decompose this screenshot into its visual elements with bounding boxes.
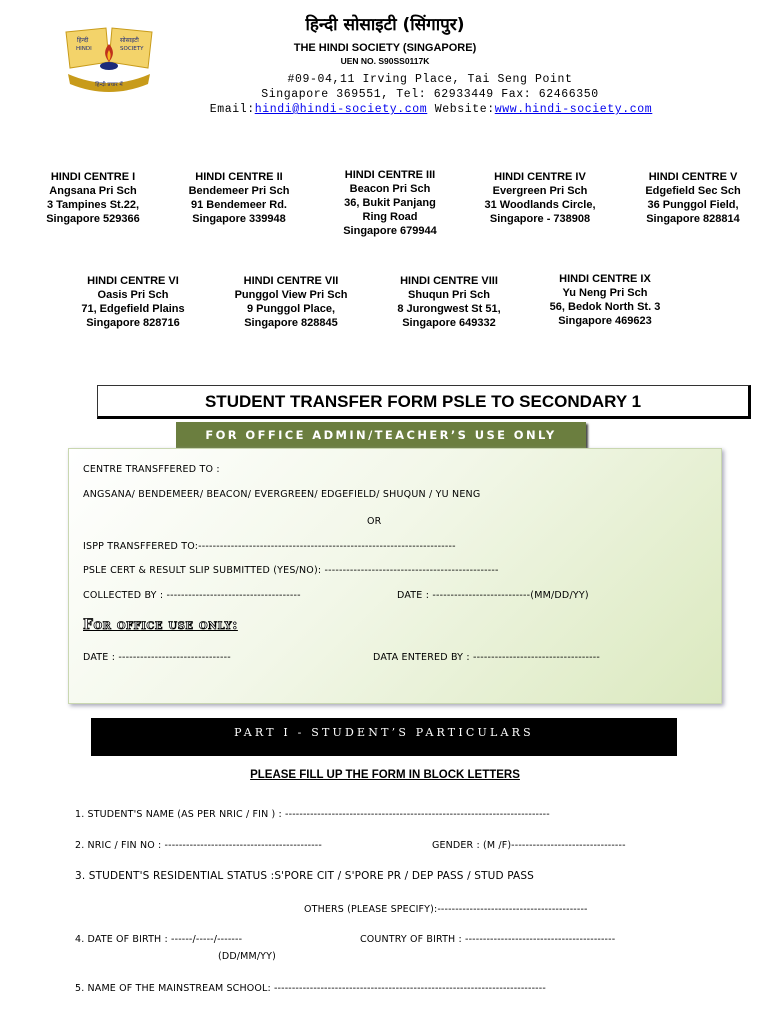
centre-line: Singapore 529366 xyxy=(46,213,140,225)
centre-line: 31 Woodlands Circle, xyxy=(484,199,596,211)
centre-transferred-label: CENTRE TRANSFFERED TO : xyxy=(83,464,220,475)
centre-3 xyxy=(326,168,454,238)
centre-line: Punggol View Pri Sch xyxy=(234,289,348,301)
uen-number: UEN NO. S90SS0117K xyxy=(340,56,430,66)
collected-by-field[interactable]: COLLECTED BY : ------------------------------------- xyxy=(83,590,301,601)
mainstream-school-field[interactable]: 5. NAME OF THE MAINSTREAM SCHOOL: ---------------------------------------------------------------------------- xyxy=(75,983,546,994)
centre-name: HINDI CENTRE III xyxy=(344,169,436,181)
centre-line: Singapore 469623 xyxy=(558,315,652,327)
centre-line: Evergreen Pri Sch xyxy=(492,185,588,197)
centre-4 xyxy=(466,170,614,226)
society-name: THE HINDI SOCIETY (SINGAPORE) xyxy=(293,42,477,54)
dob-format-hint: (DD/MM/YY) xyxy=(218,951,276,962)
office-date-field[interactable]: DATE : ------------------------------- xyxy=(83,652,231,663)
centre-line: Beacon Pri Sch xyxy=(349,183,431,195)
centre-name: HINDI CENTRE I xyxy=(50,171,136,183)
centre-5 xyxy=(628,170,758,226)
centre-line: 71, Edgefield Plains xyxy=(81,303,185,315)
centre-line: Yu Neng Pri Sch xyxy=(562,287,648,299)
gender-field[interactable]: GENDER : (M /F)-------------------------------- xyxy=(432,840,626,851)
centre-7 xyxy=(218,274,364,330)
svg-text:SOCIETY: SOCIETY xyxy=(120,46,144,52)
centre-2 xyxy=(172,170,306,226)
centre-line: Edgefield Sec Sch xyxy=(645,185,741,197)
office-use-box xyxy=(68,448,722,704)
or-label: OR xyxy=(367,516,382,527)
centre-name: HINDI CENTRE IV xyxy=(494,171,586,183)
hindi-society-title-hindi: हिन्दी सोसाइटी (सिंगापुर) xyxy=(305,15,465,35)
centre-name: HINDI CENTRE VII xyxy=(243,275,339,287)
date-collected-field[interactable]: DATE : ---------------------------(MM/DD/YY) xyxy=(397,590,589,601)
email-label: Email: xyxy=(209,103,255,116)
email-link[interactable]: hindi@hindi-society.com xyxy=(254,103,428,116)
centre-line: 8 Jurongwest St 51, xyxy=(397,303,501,315)
nric-fin-field[interactable]: 2. NRIC / FIN NO : -------------------------------------------- xyxy=(75,840,322,851)
website-link[interactable]: www.hindi-society.com xyxy=(494,103,653,116)
block-letters-instruction: PLEASE FILL UP THE FORM IN BLOCK LETTERS xyxy=(250,769,520,781)
centre-line: 36 Punggol Field, xyxy=(647,199,739,211)
centre-line: Oasis Pri Sch xyxy=(97,289,169,301)
office-use-banner: FOR OFFICE ADMIN/TEACHER’S USE ONLY xyxy=(176,422,586,448)
centre-name: HINDI CENTRE VIII xyxy=(400,275,498,287)
form-title: STUDENT TRANSFER FORM PSLE TO SECONDARY 1 xyxy=(97,385,751,419)
centre-9 xyxy=(530,272,680,328)
ispp-transferred-field[interactable]: ISPP TRANSFFERED TO:----------------------------------------------------------------------- xyxy=(83,541,456,552)
centre-options: ANGSANA/ BENDEMEER/ BEACON/ EVERGREEN/ EDGEFIELD/ SHUQUN / YU NENG xyxy=(83,489,481,500)
contact-line: Singapore 369551, Tel: 62933449 Fax: 62466350 xyxy=(261,88,599,101)
centre-line: 56, Bedok North St. 3 xyxy=(549,301,661,313)
centre-line: 91 Bendemeer Rd. xyxy=(191,199,287,211)
centre-1 xyxy=(28,170,158,226)
address-line: #09-04,11 Irving Place, Tai Seng Point xyxy=(287,73,573,86)
centre-line: 9 Punggol Place, xyxy=(246,303,336,315)
centre-line: 3 Tampines St.22, xyxy=(46,199,140,211)
centre-line: Singapore 679944 xyxy=(343,225,437,237)
student-name-field[interactable]: 1. STUDENT'S NAME (AS PER NRIC / FIN ) : -------------------------------------------------------------------------- xyxy=(75,809,550,820)
centre-6 xyxy=(62,274,204,330)
centre-line: Singapore 339948 xyxy=(192,213,286,225)
centre-line: 36, Bukit Panjang xyxy=(344,197,436,209)
centre-line: Singapore 828814 xyxy=(646,213,740,225)
centre-name: HINDI CENTRE II xyxy=(195,171,283,183)
centre-8 xyxy=(380,274,518,330)
centre-line: Ring Road xyxy=(362,211,418,223)
residential-status-field[interactable]: 3. STUDENT'S RESIDENTIAL STATUS :S'PORE CIT / S'PORE PR / DEP PASS / STUD PASS xyxy=(75,870,534,882)
centre-name: HINDI CENTRE IX xyxy=(559,273,651,285)
centre-line: Singapore - 738908 xyxy=(489,213,591,225)
part-one-heading: PART I - STUDENT’S PARTICULARS xyxy=(91,718,677,756)
centre-line: Singapore 828845 xyxy=(244,317,338,329)
centre-name: HINDI CENTRE V xyxy=(648,171,738,183)
centre-line: Shuqun Pri Sch xyxy=(408,289,490,301)
centre-line: Angsana Pri Sch xyxy=(49,185,137,197)
svg-text:सोसाइटी: सोसाइटी xyxy=(120,37,139,44)
svg-text:हिन्दी प्रचार में: हिन्दी प्रचार में xyxy=(95,82,123,88)
residential-status-others-field[interactable]: OTHERS (PLEASE SPECIFY):------------------------------------------ xyxy=(304,904,588,915)
email-website-line xyxy=(0,103,770,116)
psle-cert-field[interactable]: PSLE CERT & RESULT SLIP SUBMITTED (YES/NO): ------------------------------------------------ xyxy=(83,565,499,576)
for-office-use-only-heading: For office use only: xyxy=(83,617,238,633)
centre-name: HINDI CENTRE VI xyxy=(87,275,179,287)
centre-line: Bendemeer Pri Sch xyxy=(188,185,290,197)
logo-left-text: हिन्दी xyxy=(77,37,89,44)
svg-text:HINDI: HINDI xyxy=(76,46,92,52)
data-entered-by-field[interactable]: DATA ENTERED BY : ----------------------------------- xyxy=(373,652,600,663)
website-label: Website: xyxy=(427,103,495,116)
date-of-birth-field[interactable]: 4. DATE OF BIRTH : ------/-----/------- xyxy=(75,934,243,945)
centre-line: Singapore 649332 xyxy=(402,317,496,329)
country-of-birth-field[interactable]: COUNTRY OF BIRTH : ------------------------------------------ xyxy=(360,934,616,945)
centre-line: Singapore 828716 xyxy=(86,317,180,329)
